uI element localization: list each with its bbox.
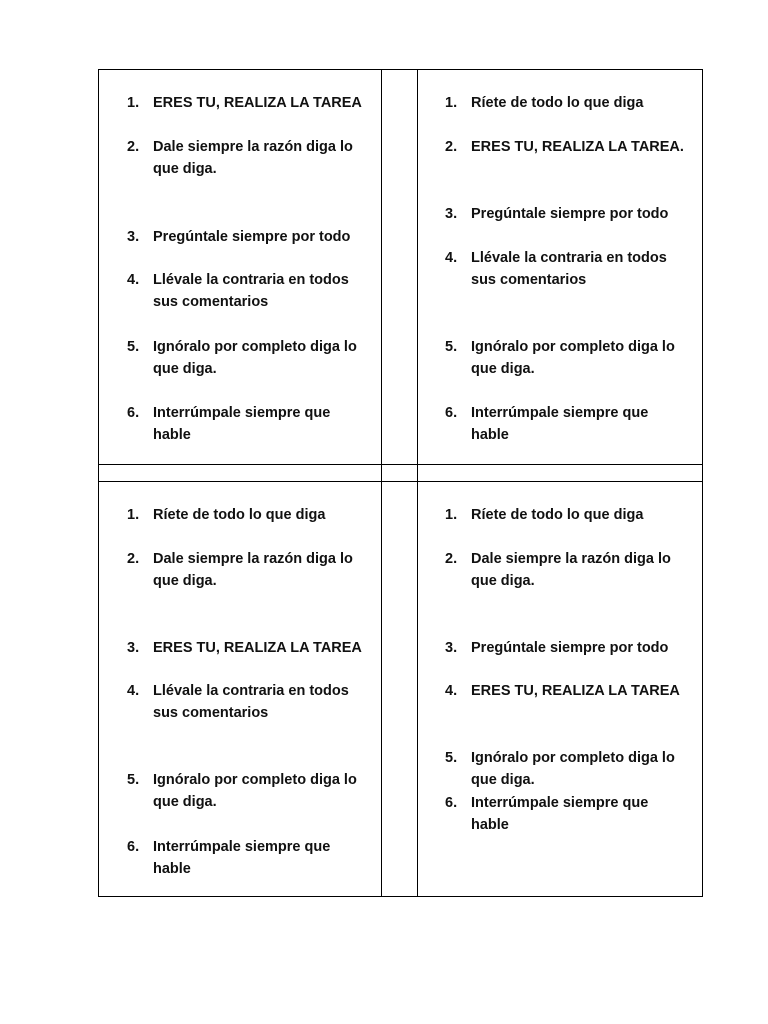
column-divider-left: [381, 70, 382, 896]
item-text-line: Ignóralo por completo diga lo: [153, 772, 357, 788]
item-text: [471, 203, 700, 225]
list-item: [445, 92, 700, 114]
item-text: [471, 336, 700, 380]
item-text-line: hable: [471, 817, 509, 833]
item-text: [471, 92, 700, 114]
item-text-line: sus comentarios: [153, 705, 269, 721]
item-text-line: hable: [471, 427, 509, 443]
list-item: [127, 836, 377, 880]
list-item: [127, 680, 377, 724]
item-text-line: Pregúntale siempre por todo: [471, 640, 669, 656]
item-text: [471, 247, 700, 291]
item-text: [471, 792, 700, 836]
item-text: [471, 548, 700, 592]
item-text-line: Ríete de todo lo que diga: [153, 507, 326, 523]
item-text-line: Interrúmpale siempre que: [471, 795, 649, 811]
item-number: 3.: [127, 640, 140, 656]
item-text: [153, 548, 377, 592]
item-text: [153, 769, 377, 813]
item-text: [153, 92, 377, 114]
item-number: 5.: [127, 772, 140, 788]
item-text-line: que diga.: [153, 161, 217, 177]
item-number: 6.: [445, 405, 458, 421]
item-number: 1.: [445, 507, 458, 523]
item-text-line: Llévale la contraria en todos: [471, 250, 667, 266]
list-item: [127, 226, 377, 248]
item-number: 6.: [127, 839, 140, 855]
item-text: [153, 226, 377, 248]
item-number: 1.: [445, 95, 458, 111]
item-text: [153, 836, 377, 880]
item-text-line: Interrúmpale siempre que: [471, 405, 649, 421]
item-number: 3.: [445, 640, 458, 656]
item-number: 6.: [445, 795, 458, 811]
list-item: [445, 680, 700, 702]
item-number: 1.: [127, 95, 140, 111]
cards-table: [98, 69, 703, 897]
item-number: 3.: [127, 229, 140, 245]
item-number: 6.: [127, 405, 140, 421]
item-text: [153, 680, 377, 724]
item-text: [153, 336, 377, 380]
item-number: 4.: [127, 272, 140, 288]
item-text-line: sus comentarios: [471, 272, 587, 288]
list-item: [445, 402, 700, 446]
item-number: 2.: [127, 139, 140, 155]
list-item: [445, 136, 700, 158]
item-text-line: sus comentarios: [153, 294, 269, 310]
item-number: 2.: [127, 551, 140, 567]
list-item: [127, 336, 377, 380]
list-item: [445, 637, 700, 659]
list-item: [127, 769, 377, 813]
item-number: 4.: [127, 683, 140, 699]
item-text: [153, 136, 377, 180]
item-number: 5.: [445, 339, 458, 355]
item-text: [471, 402, 700, 446]
item-number: 3.: [445, 206, 458, 222]
item-text-line: Pregúntale siempre por todo: [471, 206, 669, 222]
item-number: 4.: [445, 683, 458, 699]
list-item: [127, 637, 377, 659]
item-text-line: ERES TU, REALIZA LA TAREA: [153, 95, 362, 111]
item-text-line: ERES TU, REALIZA LA TAREA: [153, 640, 362, 656]
list-item: [127, 92, 377, 114]
row-divider-top: [99, 464, 702, 465]
item-text: [471, 136, 700, 158]
item-number: 5.: [445, 750, 458, 766]
item-text-line: Dale siempre la razón diga lo: [153, 139, 353, 155]
item-text: [471, 637, 700, 659]
item-text-line: hable: [153, 427, 191, 443]
item-text-line: Ignóralo por completo diga lo: [471, 750, 675, 766]
column-divider-right: [417, 70, 418, 896]
item-text-line: ERES TU, REALIZA LA TAREA.: [471, 139, 684, 155]
item-number: 4.: [445, 250, 458, 266]
list-item: [127, 504, 377, 526]
item-text: [471, 747, 700, 791]
item-text-line: que diga.: [471, 573, 535, 589]
list-item: [445, 792, 700, 836]
item-text-line: que diga.: [153, 573, 217, 589]
item-text-line: Llévale la contraria en todos: [153, 683, 349, 699]
item-text-line: Dale siempre la razón diga lo: [471, 551, 671, 567]
item-number: 1.: [127, 507, 140, 523]
item-text-line: Llévale la contraria en todos: [153, 272, 349, 288]
item-number: 5.: [127, 339, 140, 355]
list-item: [445, 203, 700, 225]
item-text-line: que diga.: [153, 794, 217, 810]
list-item: [127, 136, 377, 180]
item-text-line: Pregúntale siempre por todo: [153, 229, 351, 245]
item-text: [471, 680, 700, 702]
item-text: [471, 504, 700, 526]
list-item: [445, 247, 700, 291]
item-text: [153, 269, 377, 313]
item-text-line: ERES TU, REALIZA LA TAREA: [471, 683, 680, 699]
item-text-line: Dale siempre la razón diga lo: [153, 551, 353, 567]
item-text: [153, 637, 377, 659]
list-item: [127, 269, 377, 313]
item-text-line: Ríete de todo lo que diga: [471, 507, 644, 523]
list-item: [445, 504, 700, 526]
list-item: [445, 747, 700, 791]
item-text-line: Ríete de todo lo que diga: [471, 95, 644, 111]
list-item: [127, 548, 377, 592]
item-text-line: hable: [153, 861, 191, 877]
item-text-line: que diga.: [471, 361, 535, 377]
row-divider-bottom: [99, 481, 702, 482]
item-number: 2.: [445, 139, 458, 155]
item-text: [153, 504, 377, 526]
list-item: [445, 548, 700, 592]
list-item: [127, 402, 377, 446]
item-text-line: Interrúmpale siempre que: [153, 405, 331, 421]
item-text-line: Ignóralo por completo diga lo: [153, 339, 357, 355]
item-text-line: Interrúmpale siempre que: [153, 839, 331, 855]
item-text-line: que diga.: [471, 772, 535, 788]
item-text-line: que diga.: [153, 361, 217, 377]
item-number: 2.: [445, 551, 458, 567]
list-item: [445, 336, 700, 380]
item-text: [153, 402, 377, 446]
item-text-line: Ignóralo por completo diga lo: [471, 339, 675, 355]
